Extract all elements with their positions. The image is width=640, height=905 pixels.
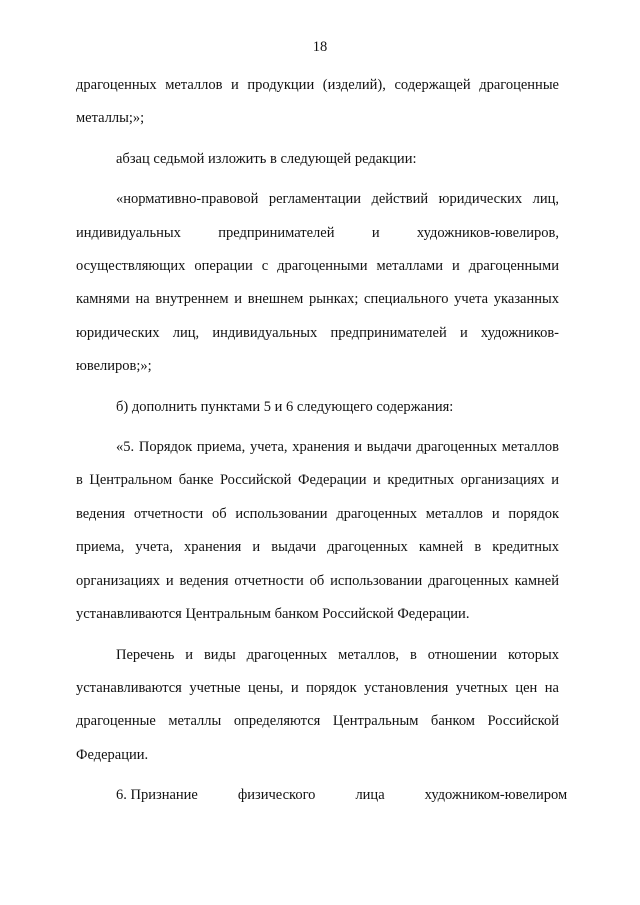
item-6-word-4: художником-ювелиром: [424, 787, 568, 804]
paragraph-continuation: драгоценных металлов и продукции (изделий), содержащей драгоценные металлы;»;: [76, 77, 559, 127]
paragraph-item-6: [76, 779, 568, 812]
paragraph-regulation-text: «нормативно-правовой регламентации действий юридических лиц, индивидуальных предпринимателей и художников-ювелиров, осуществляющих операции с драгоценными металлами и драгоценными камнями на внутреннем и внешнем рынках; специального учета указанных юридических лиц, индивидуальных предпринимателей и художников-ювелиров;»;: [76, 191, 559, 375]
page-number: 18: [312, 39, 328, 55]
document-body: [76, 69, 568, 813]
item-6-word-2: физического: [237, 787, 316, 804]
item-6-word-3: лица: [355, 787, 385, 804]
item-6-word-1: 6. Признание: [116, 787, 198, 804]
paragraph-precious-metals-list: Перечень и виды драгоценных металлов, в отношении которых устанавливаются учетные цены, и порядок установления учетных цен на драгоценные металлы определяются Центральным банком Российской Федерации.: [76, 646, 559, 763]
paragraph-addition-instruction: б) дополнить пунктами 5 и 6 следующего содержания:: [116, 398, 454, 415]
paragraph-item-5: «5. Порядок приема, учета, хранения и выдачи драгоценных металлов в Центральном банке Российской Федерации и кредитных организациях и ведения отчетности об использовании драгоценных металлов и порядок приема, учета, хранения и выдачи драгоценных камней в кредитных организациях и ведения отчетности об использовании драгоценных камней устанавливаются Центральным банком Российской Федерации.: [76, 439, 559, 623]
paragraph-amendment-instruction: абзац седьмой изложить в следующей редакции:: [116, 150, 417, 167]
